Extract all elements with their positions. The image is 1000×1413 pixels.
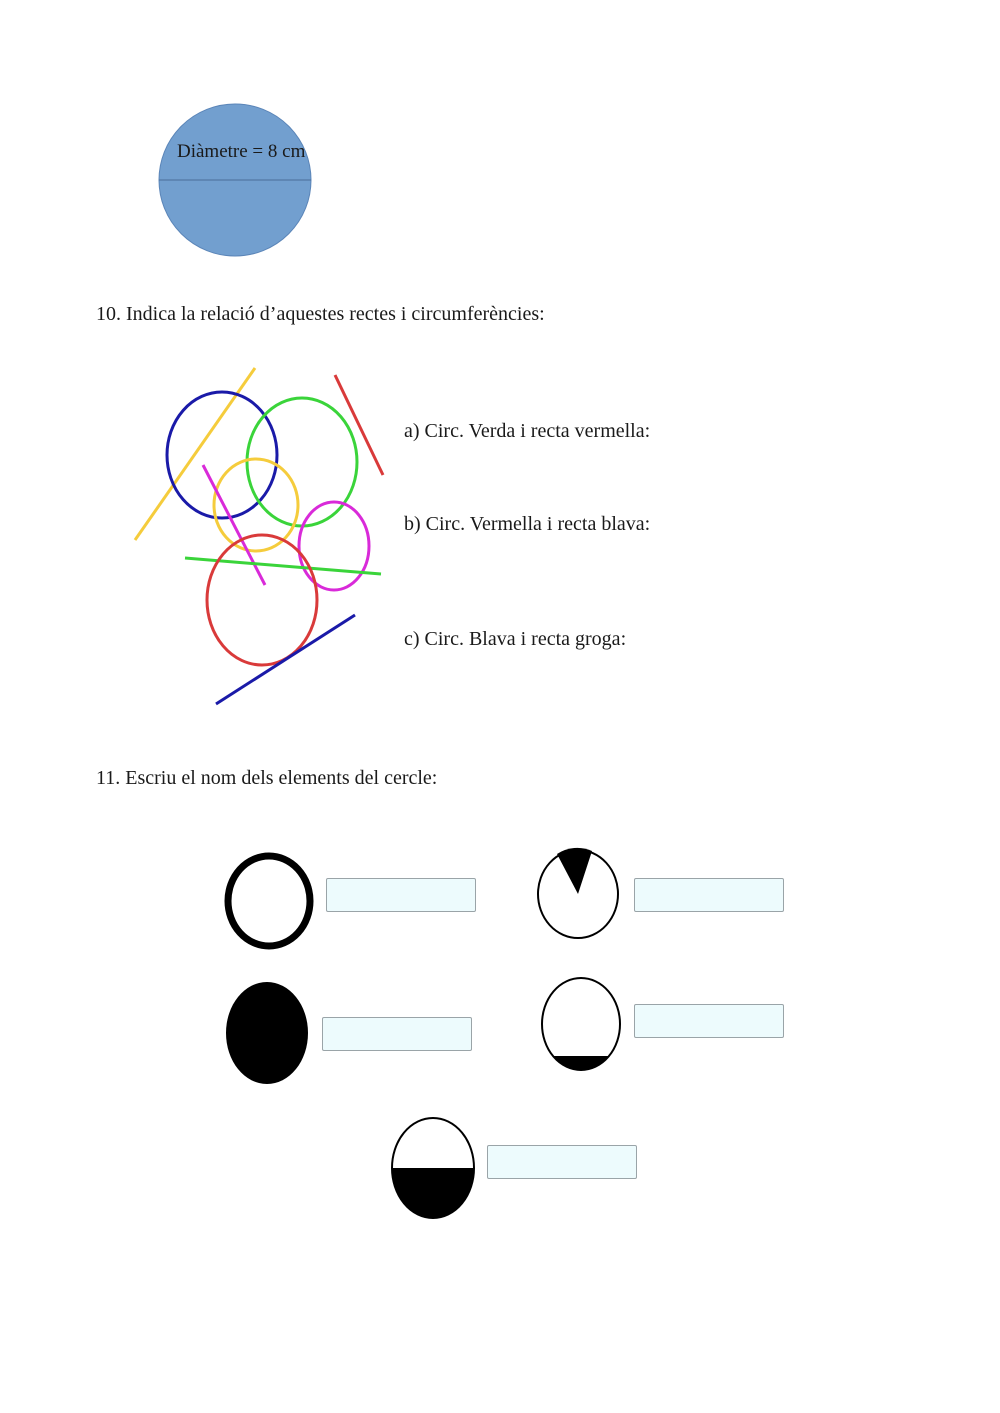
diameter-label: Diàmetre = 8 cm [177,141,306,162]
question-10-item-a: a) Circ. Verda i recta vermella: [404,420,651,442]
answer-input-sector[interactable] [634,878,784,912]
question-10-item-b: b) Circ. Vermella i recta blava: [404,513,651,535]
question-11-title: 11. Escriu el nom dels elements del cercle: [96,767,438,789]
circumference-icon [220,848,320,958]
red-line [335,375,383,475]
sector-icon [530,846,630,946]
green-circle [247,398,357,526]
semicircle-icon [385,1112,485,1222]
answer-input-segment[interactable] [634,1004,784,1038]
red-circle [207,535,317,665]
answer-input-semicircle[interactable] [487,1145,637,1179]
answer-input-circumference[interactable] [326,878,476,912]
answer-input-circle[interactable] [322,1017,472,1051]
circle-filled-icon [220,980,320,1090]
diameter-circle-figure [155,100,315,260]
question-10-item-c: c) Circ. Blava i recta groga: [404,628,627,650]
magenta-line [203,465,265,585]
segment-icon [535,970,635,1080]
circles-and-lines-figure [125,360,395,720]
question-10-title: 10. Indica la relació d’aquestes rectes i circumferències: [96,303,545,325]
